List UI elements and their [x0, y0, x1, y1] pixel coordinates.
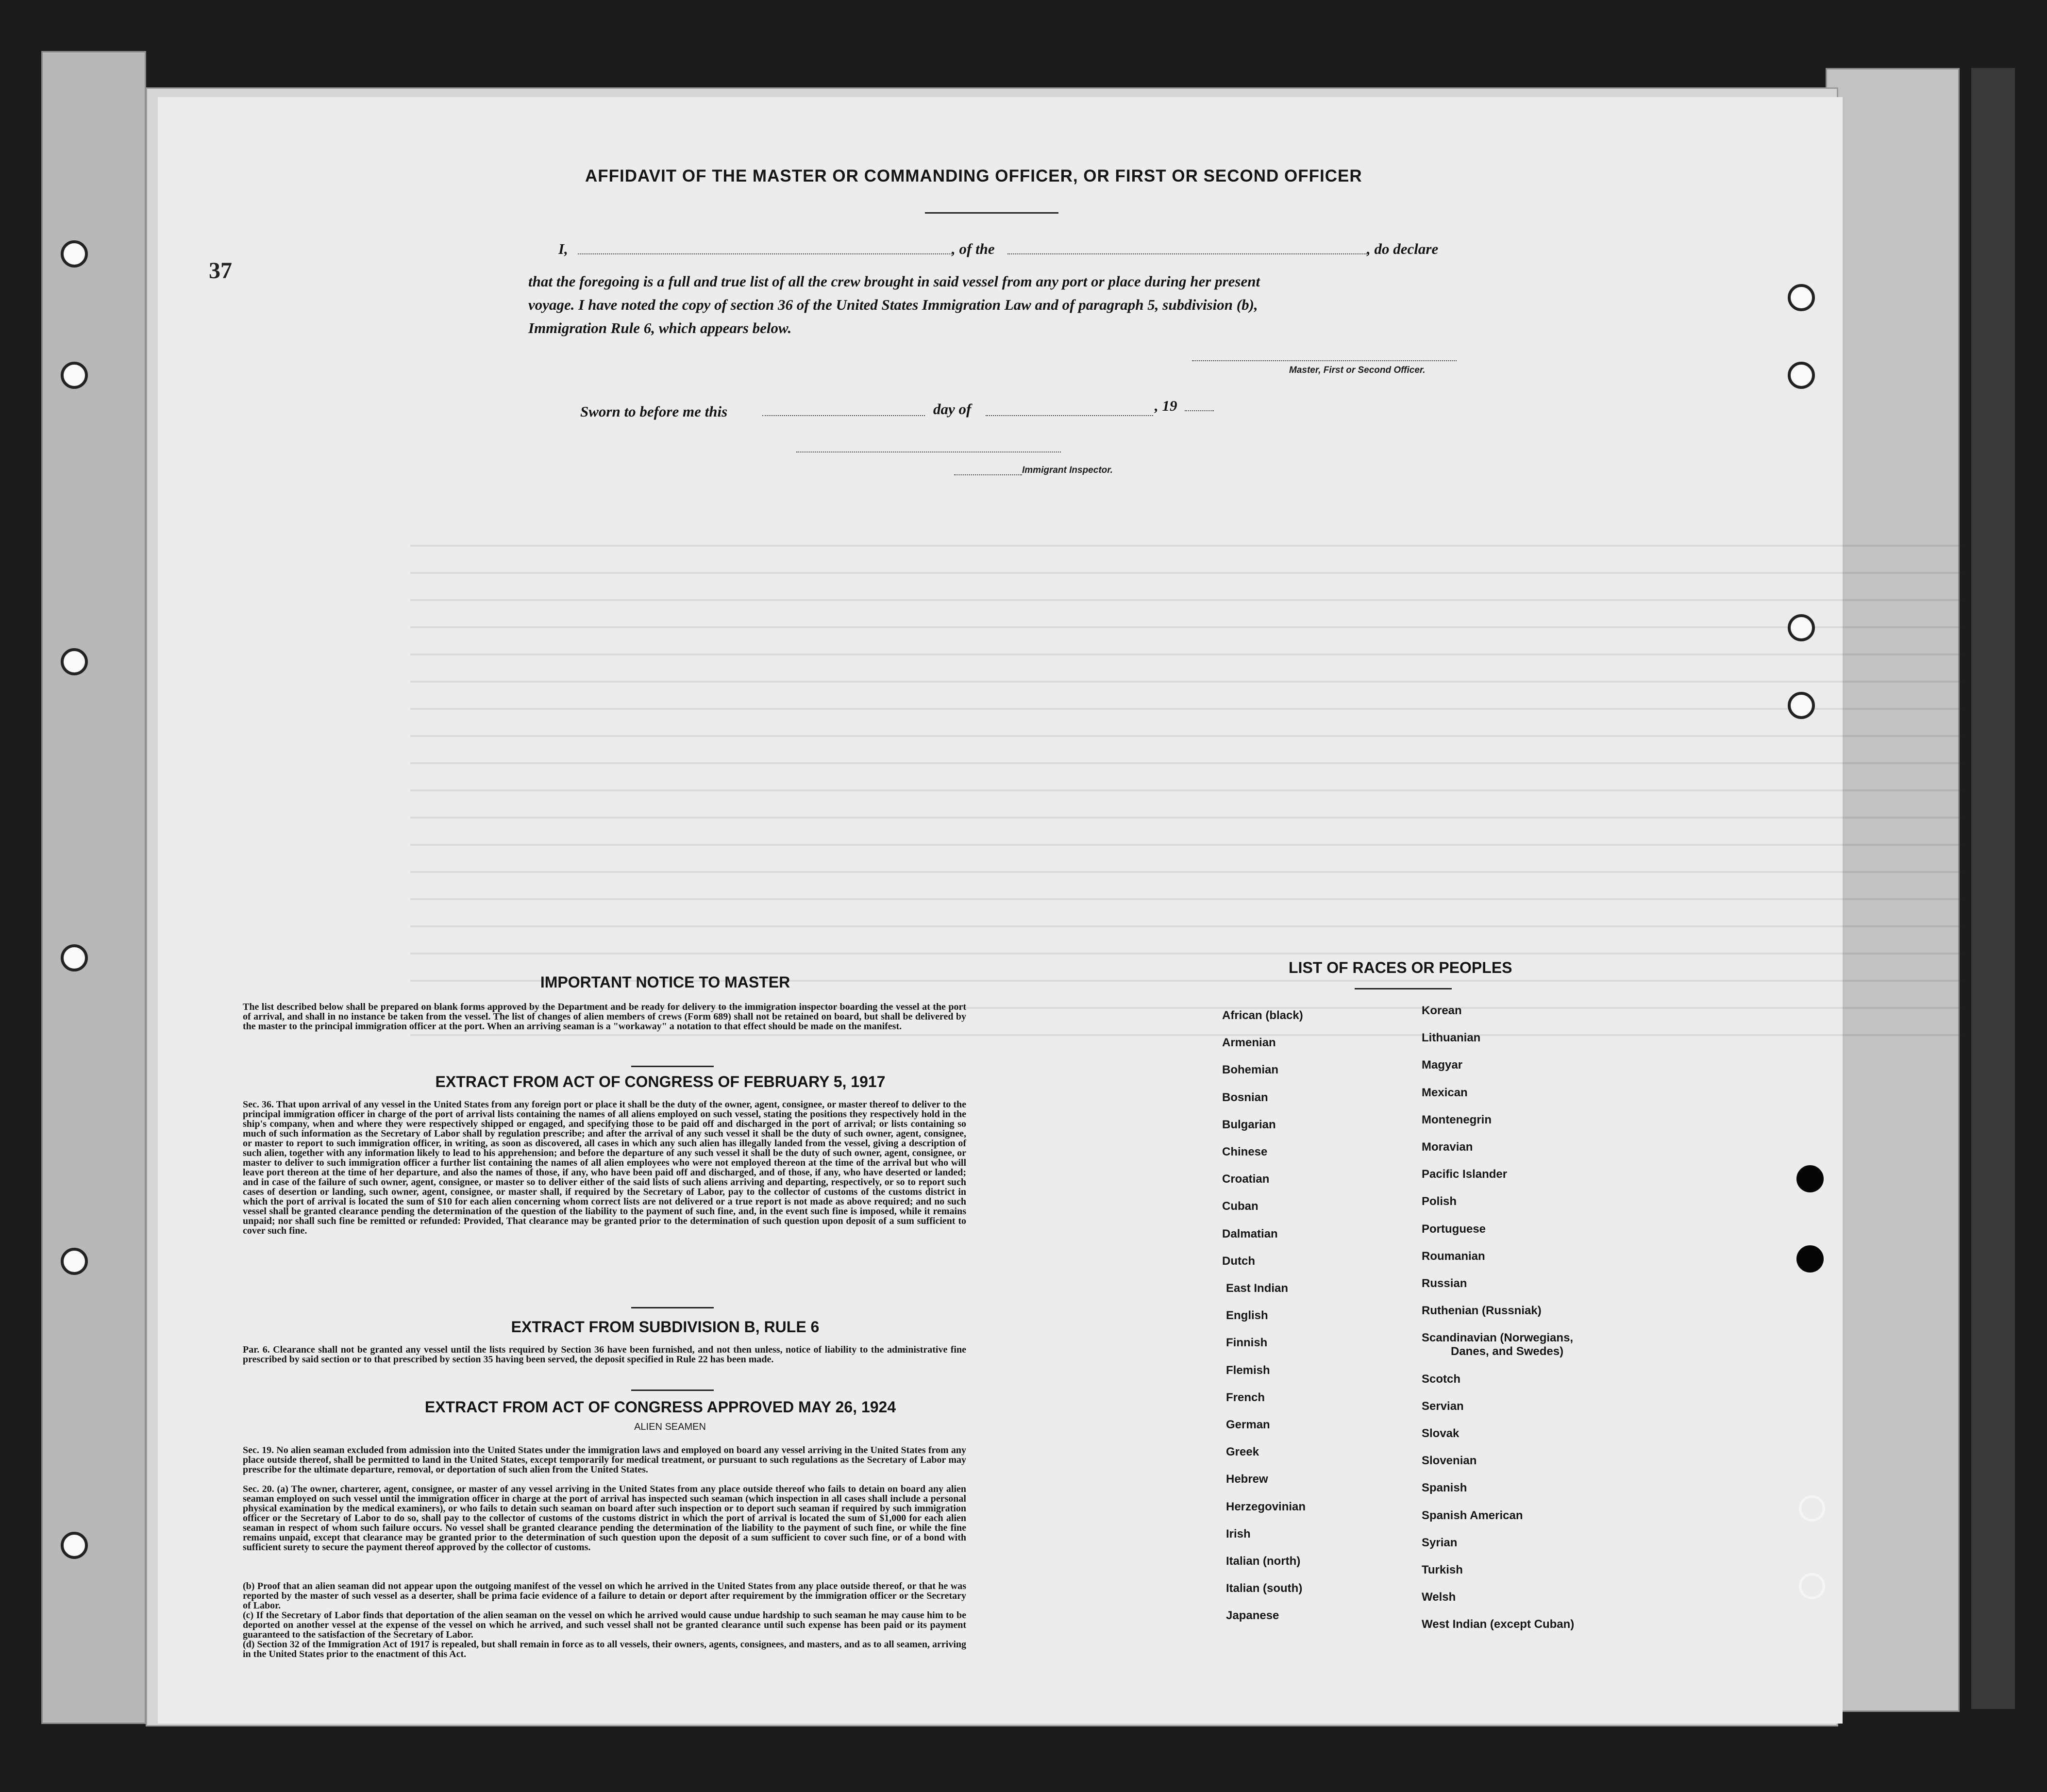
- race-item: Armenian: [1222, 1036, 1276, 1050]
- race-item: Ruthenian (Russniak): [1422, 1304, 1542, 1318]
- rule-6-title: EXTRACT FROM SUBDIVISION B, RULE 6: [511, 1318, 820, 1336]
- race-item: Slovenian: [1422, 1454, 1477, 1468]
- race-item: Magyar: [1422, 1058, 1463, 1072]
- race-item: Pacific Islander: [1422, 1168, 1508, 1181]
- race-item: Montenegrin: [1422, 1113, 1492, 1126]
- race-item: Slovak: [1422, 1427, 1460, 1440]
- affidavit-line-3: voyage. I have noted the copy of section 36 of the United States Immigration Law and of paragraph 5, subdivision (b),: [528, 296, 1258, 313]
- sworn-month-blank[interactable]: [986, 415, 1153, 416]
- race-item: Scandinavian (Norwegians,: [1422, 1331, 1574, 1345]
- race-item: Servian: [1422, 1399, 1464, 1413]
- race-item: Japanese: [1226, 1609, 1279, 1623]
- inspector-blank-lead: [954, 474, 1022, 475]
- race-item: Danes, and Swedes): [1451, 1345, 1564, 1358]
- declare-i: I,: [558, 240, 568, 257]
- sec-19-body: Sec. 19. No alien seaman excluded from admission into the United States under the immigration laws and employed on board any vessel arriving in the United States from any place outside thereof, shall be permitted to land in the United States, except temporarily for medical treatment, or pursuant to such regulations as the Secretary of Labor may prescribe for the ultimate departure, removal, or deportation of such alien from the United States.: [243, 1445, 966, 1475]
- sworn-text: Sworn to before me this: [580, 403, 728, 420]
- race-item: Russian: [1422, 1277, 1467, 1290]
- race-item: Spanish: [1422, 1481, 1467, 1495]
- divider: [631, 1066, 714, 1067]
- punch-hole-icon: [61, 362, 88, 389]
- race-item: Turkish: [1422, 1563, 1463, 1576]
- race-item: Hebrew: [1226, 1473, 1268, 1486]
- race-item: Bohemian: [1222, 1063, 1279, 1077]
- race-item: Greek: [1226, 1445, 1259, 1459]
- race-item: West Indian (except Cuban): [1422, 1618, 1575, 1631]
- affidavit-line-4: Immigration Rule 6, which appears below.: [528, 319, 792, 336]
- punch-hole-icon: [61, 648, 88, 675]
- form-sheet: [158, 97, 1843, 1724]
- race-item: Spanish American: [1422, 1508, 1523, 1522]
- race-item: Dalmatian: [1222, 1227, 1278, 1240]
- extract-1924-title: EXTRACT FROM ACT OF CONGRESS APPROVED MAY 26, 1924: [424, 1398, 896, 1416]
- sec-20a-body: Sec. 20. (a) The owner, charterer, agent, consignee, or master of any vessel arriving in the United States from any place outside thereof who fails to detain on board any alien seaman employed on such vessel until the immigration officer in charge at the port of arrival has inspected such seaman (which inspection in all cases shall include a personal physical examination by the medical examiners), or who fails to detain such seaman on board after such inspection or to deport such seaman if required by such immigration officer or the Secretary of Labor to do so, shall pay to the collector of customs of the customs district in which the port of arrival is located the sum of $1,000 for each alien seaman in respect of whom such failure occurs. No vessel shall be granted clearance pending the determination of the liability to the payment of such fine, or while the fine remains unpaid, except that clearance may be granted prior to the determination of such question upon the deposit of a sum sufficient to cover such fine, or of a bond with sufficient surety to secure the payment thereof approved by the collector of customs.: [243, 1484, 966, 1553]
- punch-hole-icon: [61, 944, 88, 971]
- divider: [631, 1307, 714, 1308]
- sec-20b-body: (b) Proof that an alien seaman did not appear upon the outgoing manifest of the vessel on which he arrived in the United States from any place outside thereof, or that he was reported by the master of such vessel as a deserter, shall be prima facie evidence of a failure to detain or deport after requirement by the immigration officer or the Secretary of Labor.: [243, 1581, 966, 1611]
- punch-hole-icon: [1799, 1495, 1825, 1522]
- punch-hole-icon: [1796, 1245, 1824, 1273]
- margin-number: 37: [209, 258, 232, 284]
- sec-20c-body: (c) If the Secretary of Labor finds that deportation of the alien seaman on the vessel on which he arrived would cause undue hardship to such seaman he may cause him to be deported on another vessel at the expense of the vessel on which he arrived, and such vessel shall not be granted clearance until such expense has been paid or its payment guaranteed to the satisfaction of the Secretary of Labor.: [243, 1610, 966, 1640]
- affidavit-line-2: that the foregoing is a full and true list of all the crew brought in said vessel from any port or place during her present: [528, 273, 1260, 290]
- sworn-year-blank[interactable]: [1185, 410, 1214, 411]
- race-item: Bosnian: [1222, 1090, 1268, 1104]
- race-item: Korean: [1422, 1004, 1462, 1017]
- race-item: East Indian: [1226, 1282, 1289, 1295]
- extract-1924-subtitle: ALIEN SEAMEN: [634, 1422, 706, 1432]
- declare-of-the: , of the: [952, 240, 995, 257]
- punch-hole-icon: [1796, 1165, 1824, 1192]
- race-item: Roumanian: [1422, 1249, 1485, 1263]
- vessel-blank[interactable]: [1007, 253, 1367, 254]
- races-title: LIST OF RACES OR PEOPLES: [1289, 959, 1512, 976]
- race-item: Moravian: [1422, 1140, 1473, 1154]
- title-underline: [925, 212, 1058, 214]
- race-item: German: [1226, 1418, 1270, 1431]
- sec-20d-body: (d) Section 32 of the Immigration Act of 1917 is repealed, but shall remain in force as to all vessels, their owners, agents, consignees, and masters, and as to all seamen, arriving in the United States prior to the enactment of this Act.: [243, 1639, 966, 1659]
- name-blank[interactable]: [578, 253, 952, 254]
- race-item: Mexican: [1422, 1086, 1468, 1099]
- race-item: Lithuanian: [1422, 1031, 1481, 1045]
- declare-do-declare: , do declare: [1367, 240, 1439, 257]
- race-item: French: [1226, 1390, 1265, 1404]
- punch-hole-icon: [61, 1248, 88, 1275]
- rule-6-body: Par. 6. Clearance shall not be granted any vessel until the lists required by Section 36 have been furnished, and not then unless, notice of liability to the administrative fine prescribed by said section or to that prescribed by section 35 having been served, the deposit specified in Rule 22 has been made.: [243, 1344, 966, 1365]
- race-item: Italian (north): [1226, 1555, 1301, 1568]
- race-item: English: [1226, 1309, 1268, 1323]
- race-item: African (black): [1222, 1009, 1303, 1022]
- binder-left-edge: [41, 51, 146, 1724]
- race-item: Croatian: [1222, 1172, 1270, 1186]
- race-item: Flemish: [1226, 1363, 1270, 1377]
- punch-hole-icon: [1788, 692, 1815, 719]
- race-item: Cuban: [1222, 1200, 1258, 1213]
- race-item: Polish: [1422, 1195, 1457, 1208]
- race-item: Italian (south): [1226, 1582, 1303, 1595]
- divider: [631, 1390, 714, 1391]
- punch-hole-icon: [61, 240, 88, 268]
- inspector-caption: Immigrant Inspector.: [1022, 465, 1113, 475]
- sworn-day-blank[interactable]: [762, 415, 925, 416]
- race-item: Syrian: [1422, 1536, 1458, 1549]
- race-item: Scotch: [1422, 1372, 1461, 1386]
- punch-hole-icon: [1788, 362, 1815, 389]
- race-item: Finnish: [1226, 1336, 1268, 1350]
- race-item: Herzegovinian: [1226, 1500, 1306, 1513]
- race-item: Bulgarian: [1222, 1118, 1276, 1131]
- race-item: Welsh: [1422, 1591, 1456, 1604]
- race-item: Dutch: [1222, 1254, 1255, 1268]
- extract-1917-title: EXTRACT FROM ACT OF CONGRESS OF FEBRUARY 5, 1917: [435, 1073, 886, 1090]
- binder-spine: [1971, 68, 2015, 1709]
- year-text: , 19: [1155, 397, 1177, 414]
- notice-title: IMPORTANT NOTICE TO MASTER: [540, 973, 790, 991]
- races-underline: [1355, 988, 1452, 989]
- affidavit-title: AFFIDAVIT OF THE MASTER OR COMMANDING OFFICER, OR FIRST OR SECOND OFFICER: [585, 167, 1362, 185]
- race-item: Chinese: [1222, 1145, 1268, 1158]
- punch-hole-icon: [1788, 284, 1815, 311]
- race-item: Irish: [1226, 1527, 1251, 1541]
- punch-hole-icon: [1788, 614, 1815, 641]
- punch-hole-icon: [1799, 1573, 1825, 1599]
- notice-body: The list described below shall be prepared on blank forms approved by the Department and be ready for delivery to the immigration inspector boarding the vessel at the port of arrival, and shall in no instance be taken from the vessel. The list of changes of alien members of crews (Form 689) shall not be retained on board, but shall be delivered by the master to the principal immigration officer at the port. When an arriving seaman is a "workaway" a notation to that effect should be made on the manifest.: [243, 1002, 966, 1032]
- extract-1917-body: Sec. 36. That upon arrival of any vessel in the United States from any foreign port or place it shall be the duty of the owner, agent, consignee, or master thereof to deliver to the principal immigration officer in charge of the port of arrival lists containing the names of all aliens employed on such vessel, stating the positions they respectively hold in the ship's company, when and where they were respectively shipped or engaged, and specifying those to be paid off and discharged in the port of arrival; or lists containing so much of such information as the Secretary of Labor shall by regulation prescribe; and after the arrival of any such vessel it shall be the duty of such owner, agent, consignee, or master to report to such immigration officer, in writing, as soon as discovered, all cases in which any such alien has illegally landed from the vessel, giving a description of such alien, together with any information likely to lead to his apprehension; and before the departure of any such vessel it shall be the duty of such owner, agent, consignee, or master to deliver to such immigration officer a further list containing the names of all alien employees who were not employed thereon at the time of the arrival but who will leave port thereon at the time of her departure, and also the names of those, if any, who have been paid off and discharged, and of those, if any, who have deserted or landed; and in case of the failure of such owner, agent, consignee, or master so to deliver either of the said lists of such aliens arriving and departing, respectively, or so to report such cases of desertion or landing, such owner, agent, consignee, or master shall, if required by the Secretary of Labor, pay to the collector of customs of the customs district in which the port of arrival is located the sum of $10 for each alien concerning whom correct lists are not delivered or a true report is not made as above required; and no such vessel shall be granted clearance pending the determination of the question of the liability to the payment of such fine, and, in the event such fine is imposed, while it remains unpaid; nor shall such fine be remitted or refunded: Provided, That clearance may be granted prior to the determination of such question upon deposit of a sum sufficient to cover such fine.: [243, 1099, 966, 1236]
- signature-blank[interactable]: [1192, 360, 1457, 361]
- race-item: Portuguese: [1422, 1222, 1486, 1236]
- day-of-text: day of: [933, 401, 972, 418]
- punch-hole-icon: [61, 1532, 88, 1559]
- master-caption: Master, First or Second Officer.: [1289, 365, 1426, 375]
